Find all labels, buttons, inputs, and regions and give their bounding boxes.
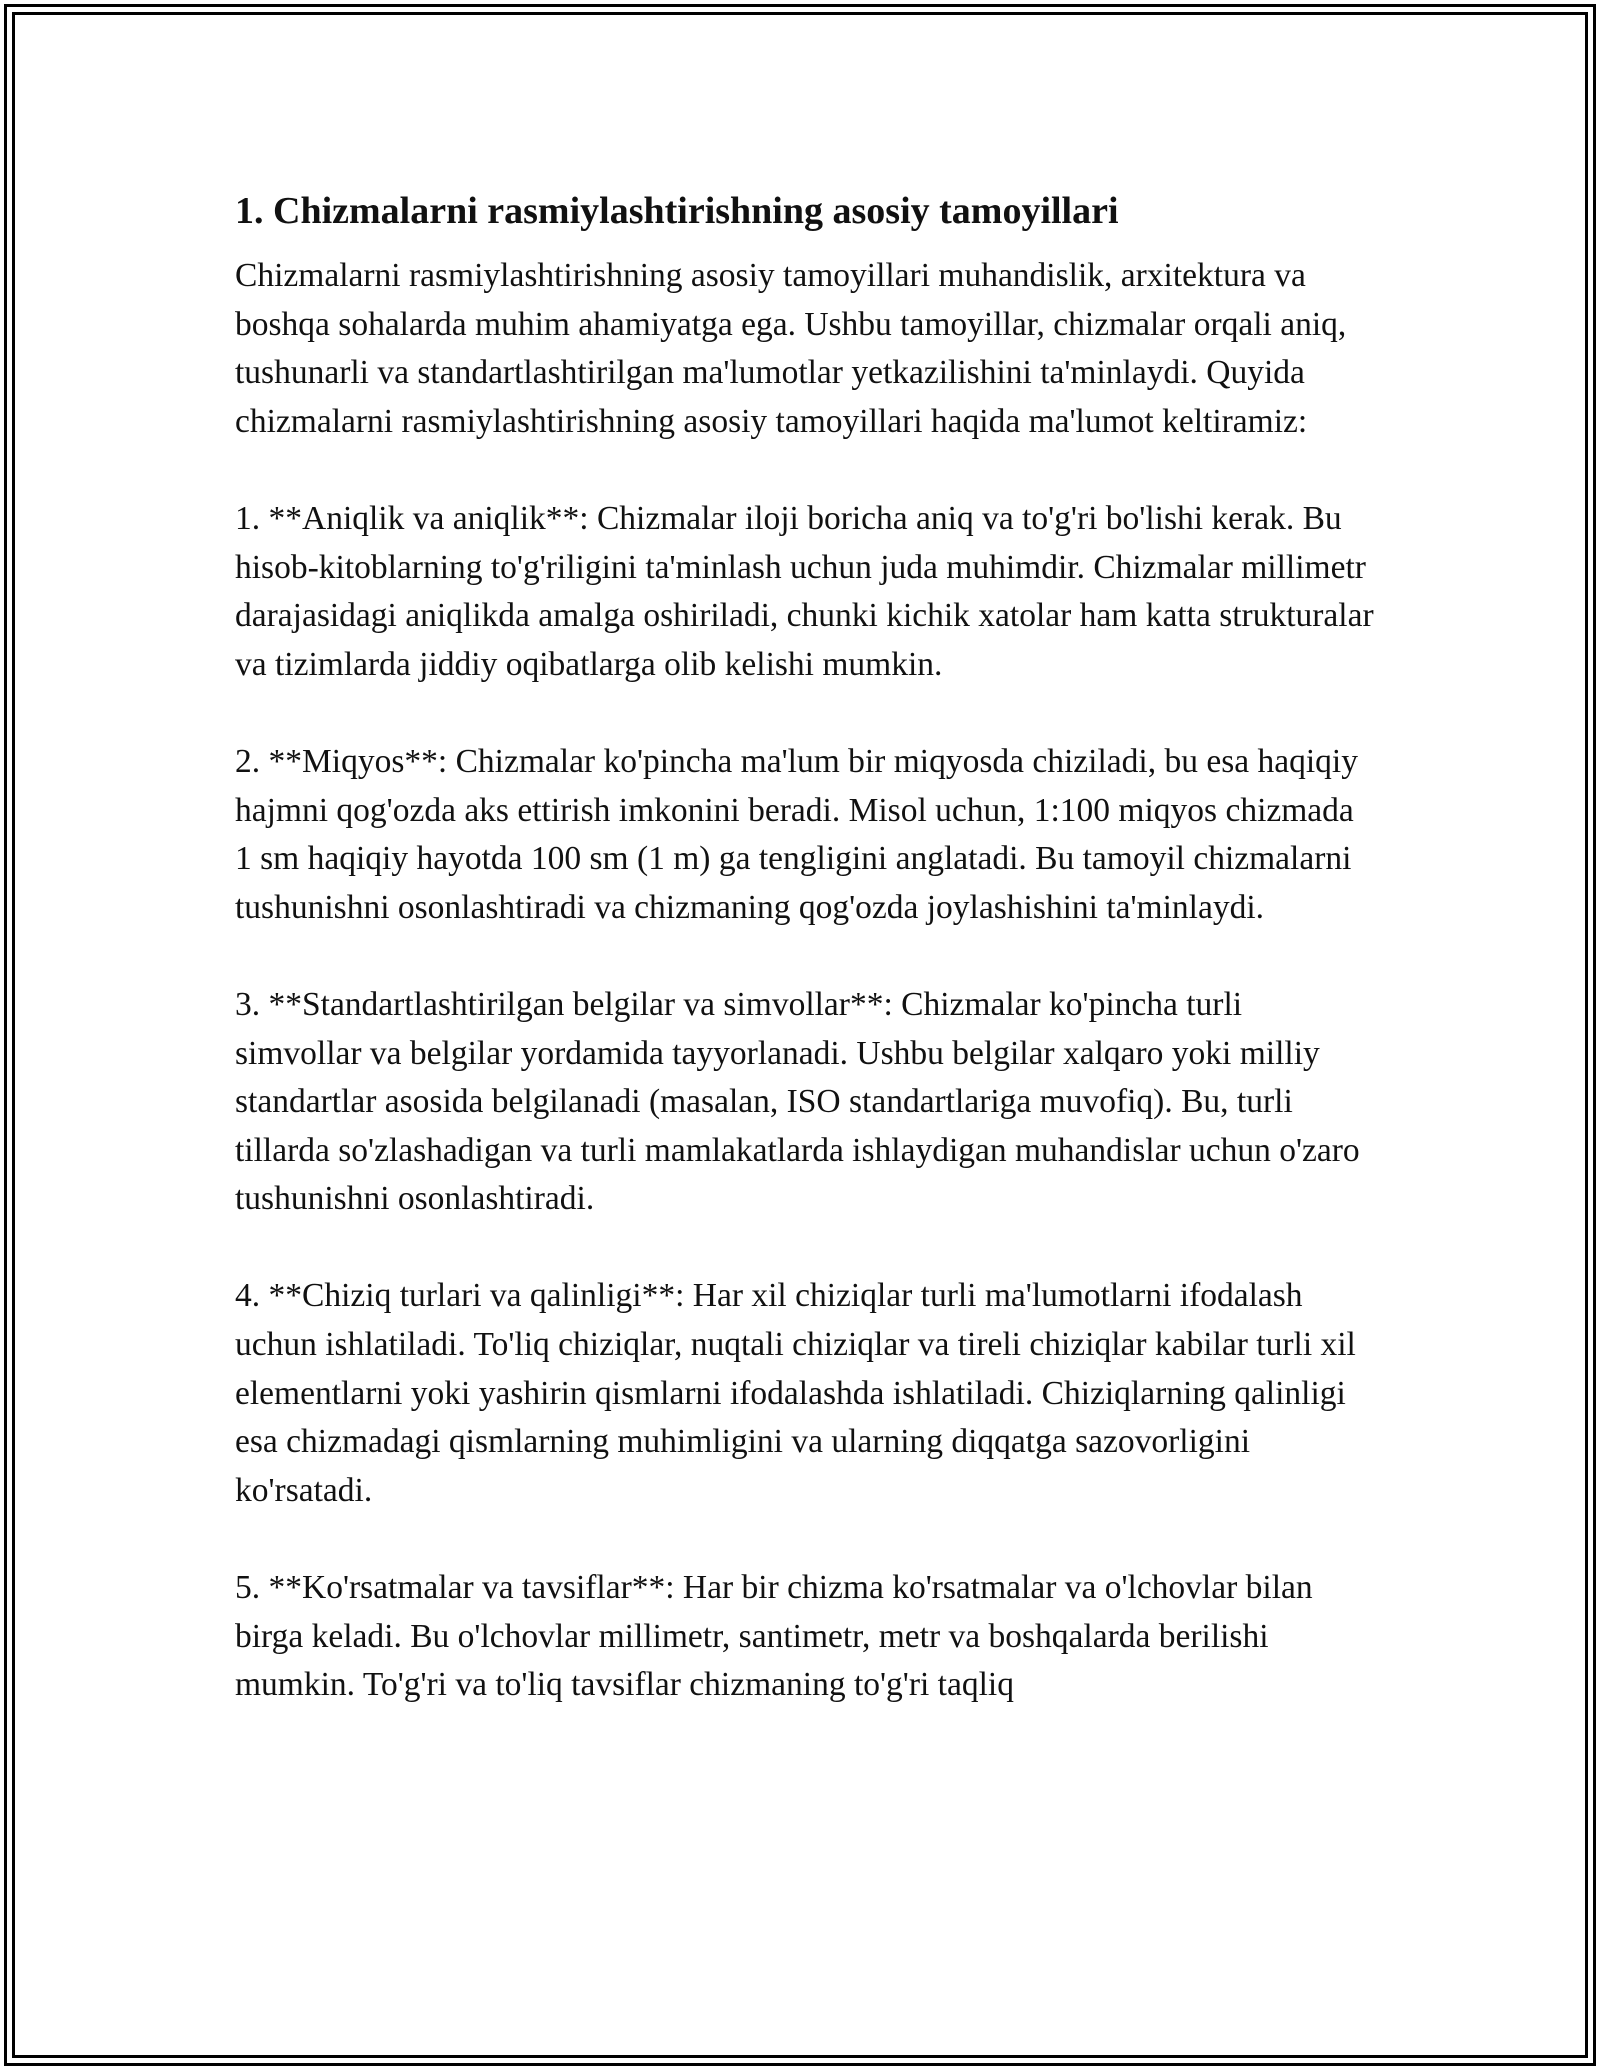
page-title: 1. Chizmalarni rasmiylashtirishning asosiy tamoyillari <box>235 190 1119 232</box>
document-body <box>235 186 1375 1758</box>
principle-line-types-paragraph: 4. **Chiziq turlari va qalinligi**: Har xil chiziqlar turli ma'lumotlarni ifodalash uchun ishlatiladi. To'liq chiziqlar, nuqtali chiziqlar va tireli chiziqlar kabilar turli xil elementlarni yoki yashirin qismlarni ifodalashda ishlatiladi. Chiziqlarning qalinligi esa chizmadagi qismlarning muhimligini va ularning diqqatga sazovorligini ko'rsatadi. <box>235 1277 1356 1509</box>
principle-scale-paragraph: 2. **Miqyos**: Chizmalar ko'pincha ma'lum bir miqyosda chiziladi, bu esa haqiqiy hajmni qog'ozda aks ettirish imkonini beradi. Misol uchun, 1:100 miqyos chizmada 1 sm haqiqiy hayotda 100 sm (1 m) ga tengligini anglatadi. Bu tamoyil chizmalarni tushunishni osonlashtiradi va chizmaning qog'ozda joylashishini ta'minlaydi. <box>235 742 1358 926</box>
principle-instructions-paragraph: 5. **Ko'rsatmalar va tavsiflar**: Har bir chizma ko'rsatmalar va o'lchovlar bilan birga keladi. Bu o'lchovlar millimetr, santimetr, metr va boshqalarda berilishi mumkin. To'g'ri va to'liq tavsiflar chizmaning to'g'ri taqliq <box>235 1569 1313 1704</box>
principle-symbols-paragraph: 3. **Standartlashtirilgan belgilar va simvollar**: Chizmalar ko'pincha turli simvollar va belgilar yordamida tayyorlanadi. Ushbu belgilar xalqaro yoki milliy standartlar asosida belgilanadi (masalan, ISO standartlariga muvofiq). Bu, turli tillarda so'zlashadigan va turli mamlakatlarda ishlaydigan muhandislar uchun o'zaro tushunishni osonlashtiradi. <box>235 985 1360 1218</box>
principle-accuracy-paragraph: 1. **Aniqlik va aniqlik**: Chizmalar iloji boricha aniq va to'g'ri bo'lishi kerak. Bu hisob-kitoblarning to'g'riligini ta'minlash uchun juda muhimdir. Chizmalar millimetr darajasidagi aniqlikda amalga oshiriladi, chunki kichik xatolar ham katta strukturalar va tizimlarda jiddiy oqibatlarga olib kelishi mumkin. <box>235 499 1374 683</box>
intro-paragraph: Chizmalarni rasmiylashtirishning asosiy tamoyillari muhandislik, arxitektura va boshqa sohalarda muhim ahamiyatga ega. Ushbu tamoyillar, chizmalar orqali aniq, tushunarli va standartlashtirilgan ma'lumotlar yetkazilishini ta'minlaydi. Quyida chizmalarni rasmiylashtirishning asosiy tamoyillari haqida ma'lumot keltiramiz: <box>235 257 1347 440</box>
